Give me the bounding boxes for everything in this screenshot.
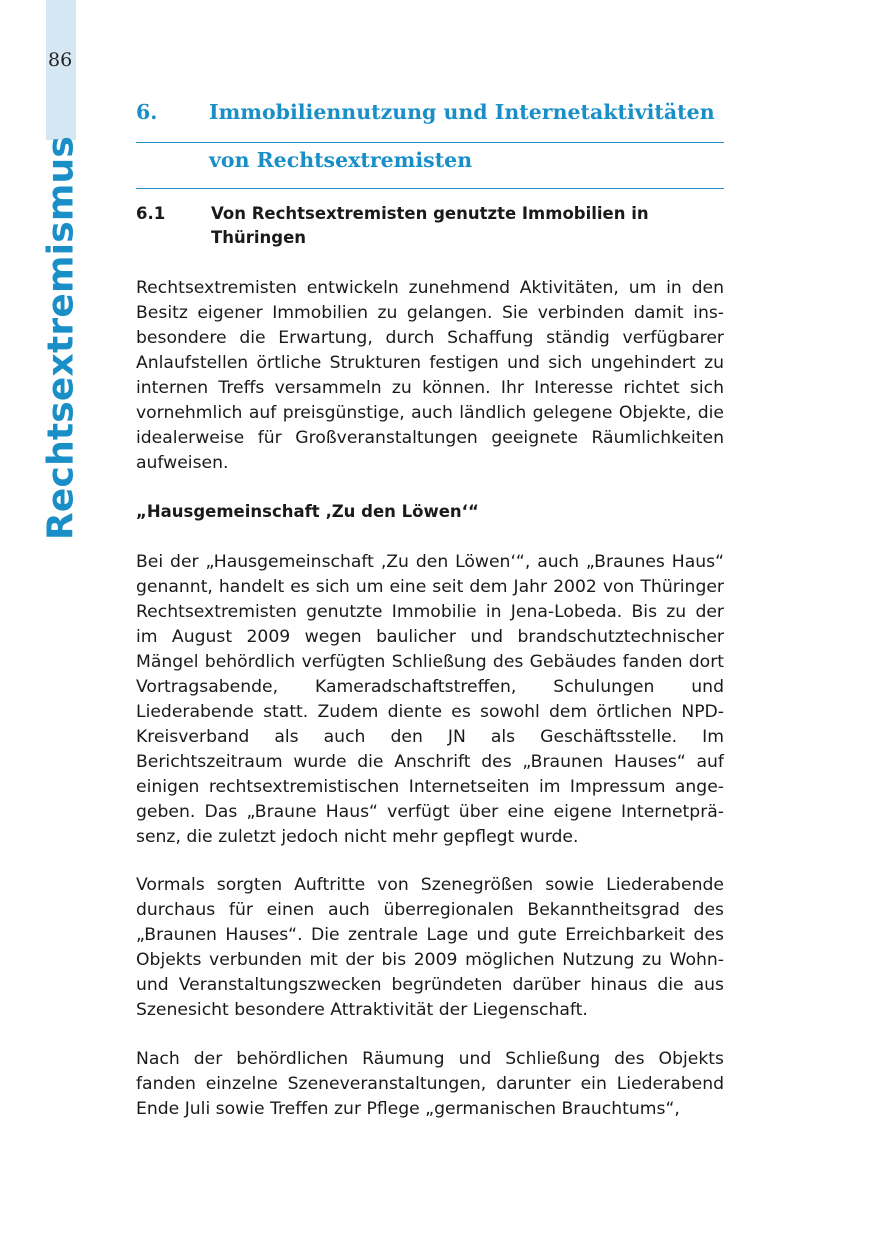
intro-paragraph: Rechtsextremisten entwickeln zunehmend Aktivitäten, um in den Besitz eigener Immobilien zu gelangen. Sie verbinden damit insbesondere die Erwartung, durch Schaffung ständig verfügbarer Anlaufstellen örtliche Strukturen festigen und sich ungehindert zu internen Treffs versammeln zu können. Ihr Interesse richtet sich vornehmlich auf preisgünstige, auch ländlich gelegene Objekte, die idealerweise für Großveranstaltungen geeignete Räumlichkeiten aufweisen. <box>136 278 724 473</box>
chapter-title-line1: Immobiliennutzung und Internetaktivitäten <box>209 100 715 124</box>
body-paragraph-2: Vormals sorgten Auftritte von Szenegrößen sowie Liederabende durchaus für einen auch überregionalen Bekanntheitsgrad des „Braunen Hauses“. Die zentrale Lage und gute Erreichbarkeit des Objekts verbunden mit der bis 2009 möglichen Nutzung zu Wohn- und Veranstaltungszwecken begründeten darüber hinaus die aus Szenesicht besondere Attraktivität der Liegenschaft. <box>136 875 724 1020</box>
body-paragraph-1: Bei der „Hausgemeinschaft ‚Zu den Löwen‘“, auch „Braunes Haus“ genannt, handelt es sich um eine seit dem Jahr 2002 von Thüringer Rechtsextremisten genutzte Immobilie in Jena-Lobeda. Bis zu der im August 2009 wegen baulicher und brandschutztechnischer Mängel behördlich verfügten Schließung des Gebäudes fanden dort Vortragsabende, Kameradschaftstreffen, Schulungen und Liederabende statt. Zudem diente es sowohl dem örtlichen NPD-Kreisverband als auch den JN als Geschäftsstelle. Im Berichtszeitraum wurde die Anschrift des „Braunen Hauses“ auf einigen rechtsextremistischen Internetseiten im Impressum angegeben. Das „Braune Haus“ verfügt über eine eigene Internetpräsenz, die zuletzt jedoch nicht mehr gepflegt wurde. <box>136 552 724 847</box>
side-section-label: Rechtsextremismus <box>40 135 82 541</box>
chapter-title-line2: von Rechtsextremisten <box>209 148 473 172</box>
section-heading: „Hausgemeinschaft ‚Zu den Löwen‘“ <box>136 502 479 521</box>
body-paragraph-3: Nach der behördlichen Räumung und Schließung des Objekts fanden einzelne Szeneveranstaltungen, darunter ein Liederabend Ende Juli sowie Treffen zur Pflege „germanischen Brauchtums“, <box>136 1049 724 1119</box>
chapter-heading-line2 <box>136 148 724 189</box>
chapter-number: 6. <box>136 100 158 124</box>
subsection-title: Von Rechtsextremisten genutzte Immobilien in Thüringen <box>211 204 649 247</box>
subsection-number: 6.1 <box>136 204 166 223</box>
page-number: 86 <box>48 49 73 71</box>
chapter-heading-line1 <box>136 100 724 143</box>
